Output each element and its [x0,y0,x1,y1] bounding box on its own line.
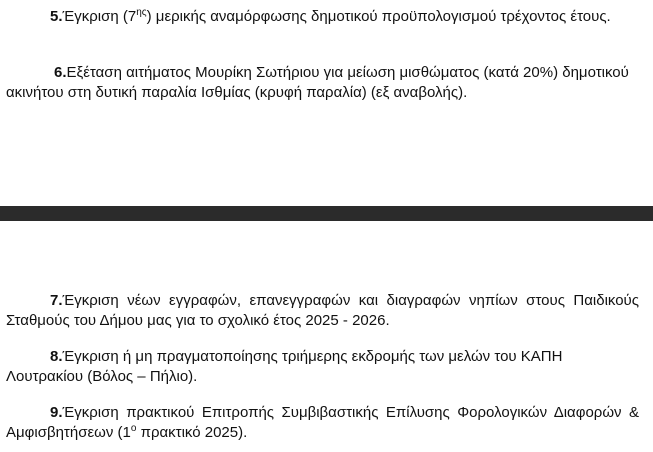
item-number: 6. [54,64,67,81]
agenda-item-6 [6,63,639,103]
item-text: Εξέταση αιτήματος Μουρίκη Σωτήριου για μείωση μισθώματος (κατά 20%) δημοτικού ακινήτου στη δυτική παραλία Ισθμίας (κρυφή παραλία) (εξ αναβολής). [6,64,629,101]
page-divider [0,206,653,221]
item-text-end: ) μερικής αναμόρφωσης δημοτικού προϋπολογισμού τρέχοντος έτους. [146,8,611,25]
item-number: 8. [50,348,63,365]
item-text-start: Έγκριση πρακτικού Επιτροπής Συμβιβαστικής Επίλυσης Φορολογικών Διαφορών & Αμφισβητήσεων (1 [6,404,639,441]
item-number: 7. [50,292,63,309]
item-number: 5. [50,8,63,25]
agenda-item-7 [6,291,639,331]
item-text-start: Έγκριση (7 [62,8,137,25]
item-text: Έγκριση ή μη πραγματοποίησης τριήμερης εκδρομής των μελών του ΚΑΠΗ Λουτρακίου (Βόλος – Πήλιο). [6,348,563,385]
item-text: Έγκριση νέων εγγραφών, επανεγγραφών και διαγραφών νηπίων στους Παιδικούς Σταθμούς του Δήμου μας για το σχολικό έτος 2025 - 2026. [6,292,639,329]
ordinal-superscript: ης [136,7,147,18]
agenda-item-5 [6,7,639,27]
ordinal-superscript: ο [130,423,137,434]
item-text-end: πρακτικό 2025). [136,424,248,441]
agenda-item-8 [6,347,639,387]
item-number: 9. [50,404,63,421]
agenda-item-9 [6,403,639,443]
